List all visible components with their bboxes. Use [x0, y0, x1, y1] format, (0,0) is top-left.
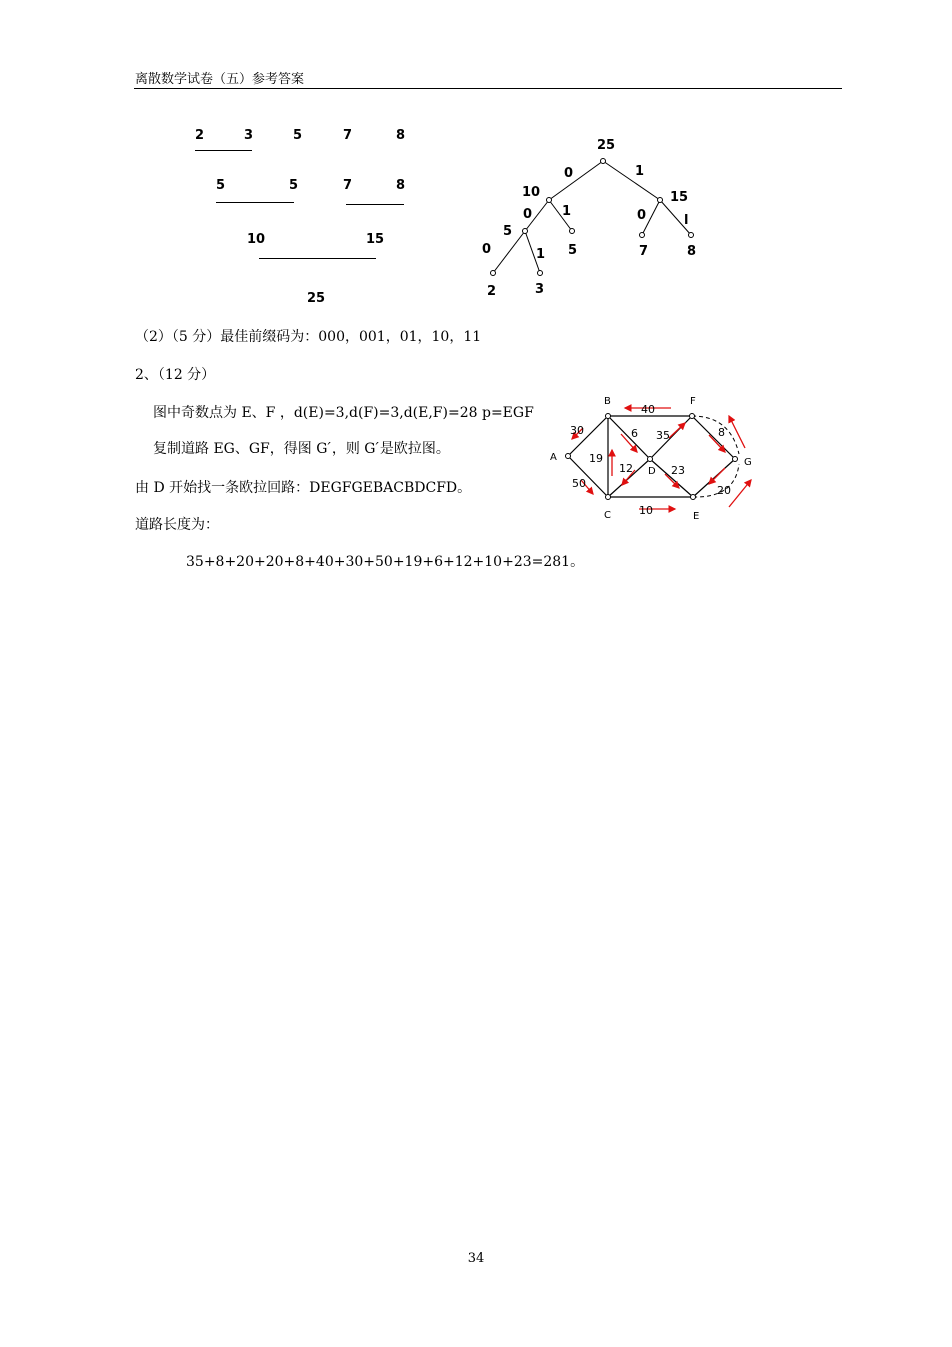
question2-line: 复制道路 EG、GF，得图 G ́，则 G ́是欧拉图。 — [153, 441, 450, 457]
edge-bit-label: 0 — [523, 207, 533, 222]
edge-weight: 30 — [570, 424, 584, 437]
node-weight: 8 — [687, 244, 697, 259]
answer-part2-line: （2）（5 分）最佳前缀码为：000，001，01，10，11 — [135, 329, 482, 345]
edge-bit-label: 1 — [635, 164, 645, 179]
node-weight: 15 — [670, 190, 689, 205]
vertex-label: F — [690, 396, 696, 407]
step1-weight: 7 — [343, 128, 353, 143]
edge-weight: 19 — [589, 452, 603, 465]
node-weight: 7 — [639, 244, 649, 259]
edge-weight: 10 — [639, 504, 653, 517]
node-weight: 5 — [568, 243, 578, 258]
step1-weight: 5 — [293, 128, 303, 143]
vertex-label: C — [604, 510, 611, 520]
edge-bit-label: 0 — [637, 208, 647, 223]
question2-heading: 2、（12 分） — [135, 367, 216, 383]
vertex-label: B — [604, 396, 611, 407]
step3-weight: 10 — [247, 232, 266, 247]
node-weight: 25 — [597, 138, 616, 153]
node-weight: 2 — [487, 284, 497, 299]
node-weight: 3 — [535, 282, 545, 297]
edge-bit-label: 0 — [564, 166, 574, 181]
edge-bit-label: 0 — [482, 242, 492, 257]
question2-total-length: 35+8+20+20+8+40+30+50+19+6+12+10+23=281。 — [186, 554, 585, 570]
merge-underline — [195, 150, 252, 151]
node-weight: 10 — [522, 185, 541, 200]
edge-weight: 35 — [656, 429, 670, 442]
node-weight: 5 — [503, 224, 513, 239]
step4-weight: 25 — [307, 291, 326, 306]
step1-weight: 2 — [195, 128, 205, 143]
edge-bit-label: 1 — [562, 204, 572, 219]
edge-weight: 20 — [717, 484, 731, 497]
vertex-label: G — [744, 457, 752, 468]
document-header-title: 离散数学试卷（五）参考答案 — [135, 72, 305, 87]
merge-underline — [346, 204, 404, 205]
vertex-label: E — [693, 511, 700, 520]
edge-weight: 8 — [718, 426, 725, 439]
euler-graph-diagram — [545, 390, 765, 520]
step1-weight: 3 — [244, 128, 254, 143]
header-divider — [134, 88, 842, 89]
question2-line: 由 D 开始找一条欧拉回路：DEGFGEBACBDCFD。 — [135, 480, 472, 496]
edge-bit-label: l — [684, 213, 689, 228]
edge-weight: 12 — [619, 462, 633, 475]
edge-weight: 23 — [671, 464, 685, 477]
vertex-label: D — [648, 466, 656, 477]
edge-weight: 6 — [631, 427, 638, 440]
vertex-label: A — [550, 452, 557, 463]
step2-weight: 5 — [216, 178, 226, 193]
merge-underline — [216, 202, 294, 203]
tree-nodes — [491, 159, 697, 276]
step2-weight: 8 — [396, 178, 406, 193]
step1-weight: 8 — [396, 128, 406, 143]
step3-weight: 15 — [366, 232, 385, 247]
edge-weight: 50 — [572, 477, 586, 490]
huffman-tree-diagram — [470, 125, 720, 305]
question2-line: 图中奇数点为 E、F ，d(E)=3,d(F)=3,d(E,F)=28 p=EGF — [153, 405, 534, 421]
step2-weight: 5 — [289, 178, 299, 193]
page-number: 34 — [467, 1251, 485, 1266]
question2-line: 道路长度为： — [135, 517, 219, 533]
edge-weight: 40 — [641, 403, 655, 416]
merge-underline — [259, 258, 376, 259]
edge-bit-label: 1 — [536, 247, 546, 262]
step2-weight: 7 — [343, 178, 353, 193]
